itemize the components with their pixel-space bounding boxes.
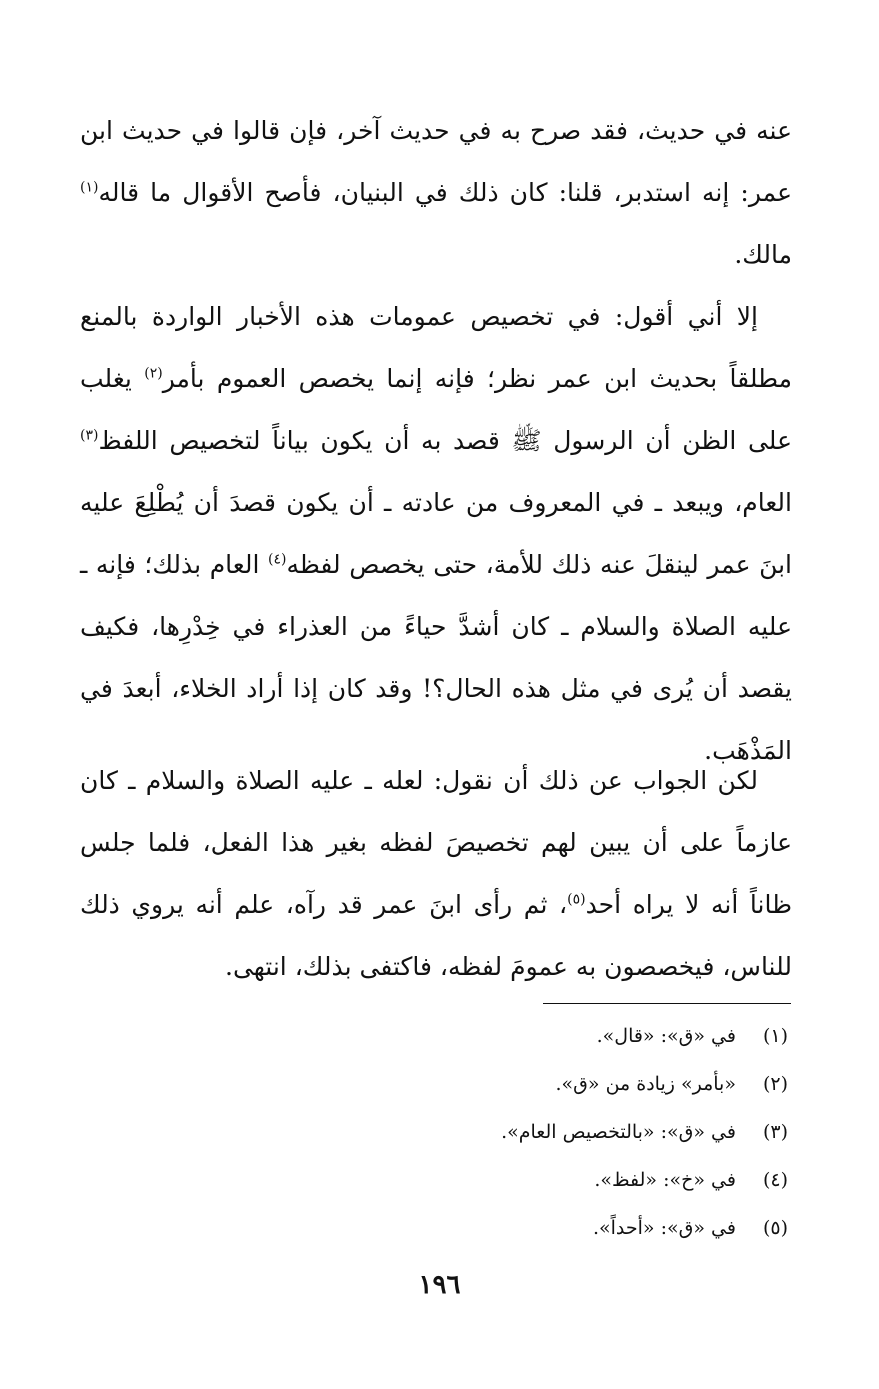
paragraph-1-text-b: مالك. — [734, 240, 792, 269]
footnote-text: «بأمر» زيادة من «ق». — [555, 1073, 736, 1095]
paragraph-1 — [80, 100, 792, 286]
paragraph-2-text-b: يغلب على الظن أن الرسول ﷺ قصد به أن يكون بياناً لتخصيص اللفظ — [80, 364, 792, 455]
footnote-1 — [300, 1016, 788, 1064]
footnote-separator — [543, 1003, 791, 1004]
paragraph-3-text-a: لكن الجواب عن ذلك أن نقول: لعله ـ عليه الصلاة والسلام ـ كان عازماً على أن يبين لهم تخصيصَ لفظه بغير هذا الفعل، فلما جلس ظاناً أنه لا يراه أحد — [80, 766, 792, 919]
footnote-ref-5: (٥) — [567, 891, 586, 908]
paragraph-2-text-d: العام بذلك؛ فإنه ـ عليه الصلاة والسلام ـ كان أشدَّ حياءً من العذراء في خِدْرِها، فكيف يقصد أن يُرى في مثل هذه الحال؟! وقد كان إذا أراد الخلاء، أبعدَ في المَذْهَب. — [80, 550, 792, 765]
footnote-ref-2: (٢) — [144, 365, 163, 382]
footnotes — [300, 1016, 788, 1256]
page-number: ١٩٦ — [418, 1270, 461, 1300]
paragraph-1-text-a: عنه في حديث، فقد صرح به في حديث آخر، فإن قالوا في حديث ابن عمر: إنه استدبر، قلنا: كان ذلك في البنيان، فأصح الأقوال ما قاله — [80, 116, 793, 207]
footnote-ref-4: (٤) — [268, 551, 287, 568]
paragraph-2 — [80, 286, 792, 782]
footnote-5 — [300, 1208, 788, 1256]
footnote-2 — [300, 1064, 788, 1112]
paragraph-2-text-a: إلا أني أقول: في تخصيص عمومات هذه الأخبار الواردة بالمنع مطلقاً بحديث ابن عمر نظر؛ فإنه إنما يخصص العموم بأمر — [80, 302, 792, 393]
footnote-ref-1: (١) — [80, 179, 99, 196]
footnote-3 — [300, 1112, 788, 1160]
footnote-number: (٥) — [762, 1217, 788, 1239]
paragraph-3 — [80, 750, 792, 998]
footnote-text: في «ق»: «أحداً». — [592, 1217, 736, 1239]
footnote-ref-3: (٣) — [80, 427, 99, 444]
footnote-number: (١) — [762, 1025, 788, 1047]
footnote-number: (٢) — [762, 1073, 788, 1095]
footnote-number: (٣) — [762, 1121, 788, 1143]
paragraph-2-text-c: العام، ويبعد ـ في المعروف من عادته ـ أن يكون قصدَ أن يُطْلِعَ عليه ابنَ عمر لينقلَ عنه ذلك للأمة، حتى يخصص لفظه — [80, 488, 792, 579]
paragraph-3-text-b: ، ثم رأى ابنَ عمر قد رآه، علم أنه يروي ذلك للناس، فيخصصون به عمومَ لفظه، فاكتفى بذلك، انتهى. — [80, 890, 792, 981]
footnote-text: في «خ»: «لفظ». — [594, 1169, 736, 1191]
footnote-text: في «ق»: «بالتخصيص العام». — [501, 1121, 736, 1143]
footnote-text: في «ق»: «قال». — [596, 1025, 736, 1047]
footnote-number: (٤) — [762, 1169, 788, 1191]
footnote-4 — [300, 1160, 788, 1208]
